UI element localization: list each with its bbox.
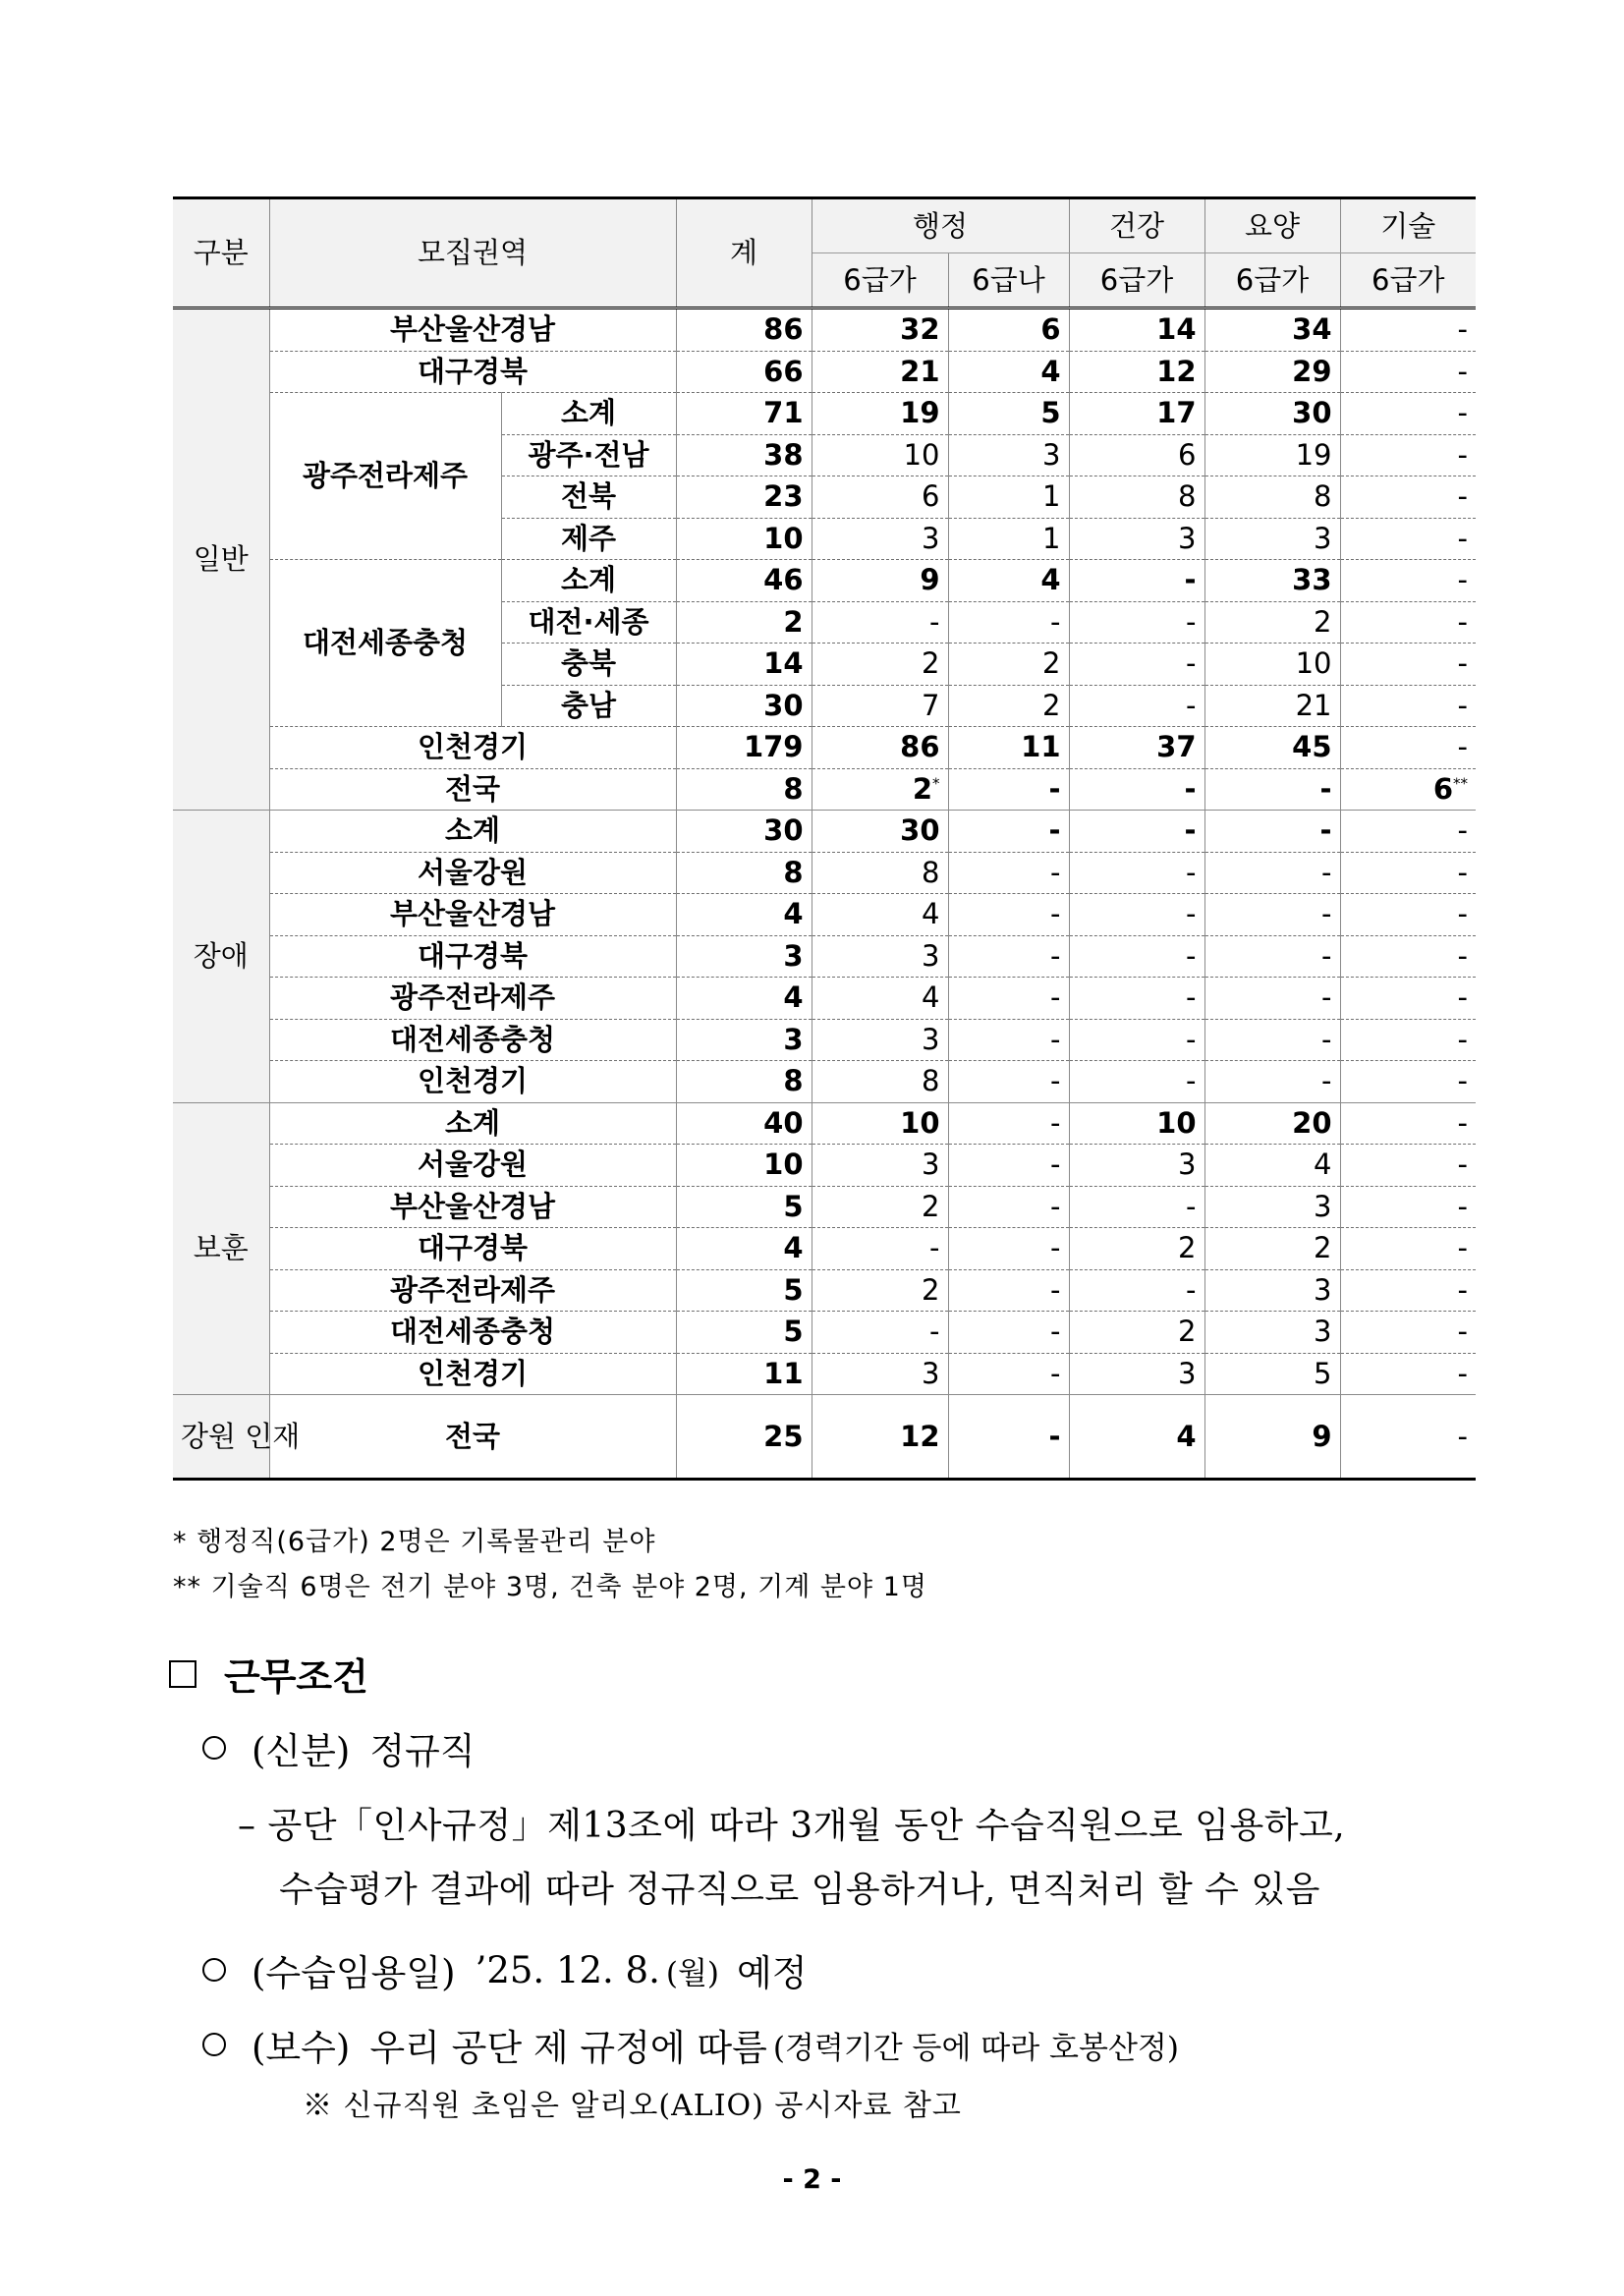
value-cell: 46 bbox=[676, 560, 812, 602]
value-cell: - bbox=[1340, 935, 1476, 978]
square-bullet-icon bbox=[169, 1660, 196, 1688]
region-cell: 인천경기 bbox=[269, 1061, 676, 1103]
subregion-cell: 소계 bbox=[501, 393, 676, 435]
footnote-admin: * 행정직(6급가) 2명은 기록물관리 분야 bbox=[173, 1527, 656, 1557]
value-cell: 5 bbox=[676, 1186, 812, 1228]
value-cell: 1 bbox=[948, 518, 1069, 560]
table-row bbox=[173, 1395, 1476, 1480]
value-cell: 21 bbox=[1204, 685, 1340, 727]
value-cell: 86 bbox=[676, 308, 812, 352]
value-cell: 30 bbox=[676, 811, 812, 853]
table-row bbox=[173, 1312, 1476, 1354]
value-cell: 2 bbox=[1069, 1228, 1204, 1270]
header-grade: 6급나 bbox=[948, 253, 1069, 308]
value-cell: - bbox=[948, 1228, 1069, 1270]
footnote-marker: * bbox=[932, 774, 940, 793]
value-cell: 8 bbox=[676, 1061, 812, 1103]
value-cell: 4 bbox=[676, 978, 812, 1020]
value-cell: - bbox=[1340, 1395, 1476, 1480]
date-value: ’25. 12. 8. bbox=[475, 1948, 660, 1991]
value-cell: 19 bbox=[812, 393, 948, 435]
value-cell: 8 bbox=[1204, 476, 1340, 519]
section-heading bbox=[169, 1647, 368, 1701]
header-total: 계 bbox=[676, 198, 812, 308]
subregion-cell: 제주 bbox=[501, 518, 676, 560]
value-cell: 6 bbox=[1069, 434, 1204, 476]
value-cell: 37 bbox=[1069, 727, 1204, 769]
region-cell: 부산울산경남 bbox=[269, 894, 676, 936]
pay-value: 우리 공단 제 규정에 따름 bbox=[369, 2027, 767, 2069]
region-cell: 전국 bbox=[269, 1395, 676, 1480]
value-cell: - bbox=[1204, 1061, 1340, 1103]
value-cell: - bbox=[1069, 1269, 1204, 1312]
section-title: 근무조건 bbox=[224, 1655, 368, 1699]
recruitment-table bbox=[173, 196, 1476, 1481]
status-detail-line-1: – 공단「인사규정」제13조에 따라 3개월 동안 수습직원으로 임용하고, bbox=[238, 1806, 1346, 1846]
value-cell: - bbox=[1340, 1312, 1476, 1354]
value-cell: - bbox=[1340, 727, 1476, 769]
value-cell: 5 bbox=[676, 1312, 812, 1354]
value-cell: 10 bbox=[676, 518, 812, 560]
header-category: 구분 bbox=[173, 198, 269, 308]
value-cell: 45 bbox=[1204, 727, 1340, 769]
value-cell: 3 bbox=[1204, 1186, 1340, 1228]
table-row bbox=[173, 935, 1476, 978]
header-group-health: 건강 bbox=[1069, 198, 1204, 253]
region-cell: 대전세종충청 bbox=[269, 1019, 676, 1061]
page-number: - 2 - bbox=[782, 2164, 842, 2195]
value-cell: 3 bbox=[676, 1019, 812, 1061]
value-cell: 8 bbox=[1069, 476, 1204, 519]
value-cell: - bbox=[1069, 601, 1204, 644]
condition-pay bbox=[202, 2018, 1179, 2071]
value-text: 6 bbox=[1432, 771, 1453, 806]
value-cell: - bbox=[1340, 644, 1476, 686]
subregion-cell: 대전·세종 bbox=[501, 601, 676, 644]
subregion-cell: 충북 bbox=[501, 644, 676, 686]
value-cell: 9 bbox=[812, 560, 948, 602]
table-row bbox=[173, 978, 1476, 1020]
table-row bbox=[173, 1353, 1476, 1395]
value-cell: - bbox=[1069, 894, 1204, 936]
value-cell: - bbox=[1340, 1019, 1476, 1061]
value-cell: 4 bbox=[948, 560, 1069, 602]
value-cell: 6 bbox=[812, 476, 948, 519]
value-cell: 179 bbox=[676, 727, 812, 769]
value-cell: 11 bbox=[948, 727, 1069, 769]
table-row bbox=[173, 1269, 1476, 1312]
region-cell: 광주전라제주 bbox=[269, 1269, 676, 1312]
value-cell: 2 bbox=[676, 601, 812, 644]
value-cell: - bbox=[948, 894, 1069, 936]
value-cell: 5 bbox=[948, 393, 1069, 435]
value-cell: 9 bbox=[1204, 1395, 1340, 1480]
value-cell: - bbox=[1069, 1061, 1204, 1103]
region-cell: 전국 bbox=[269, 768, 676, 811]
value-cell: - bbox=[1069, 768, 1204, 811]
value-cell: 29 bbox=[1204, 351, 1340, 393]
table-row bbox=[173, 351, 1476, 393]
value-cell: 4 bbox=[812, 894, 948, 936]
value-cell: 8 bbox=[812, 1061, 948, 1103]
value-cell: - bbox=[1340, 434, 1476, 476]
region-group-cell: 광주전라제주 bbox=[269, 393, 501, 560]
value-cell: 11 bbox=[676, 1353, 812, 1395]
value-cell: 86 bbox=[812, 727, 948, 769]
value-cell: 4 bbox=[1204, 1145, 1340, 1187]
value-cell: - bbox=[1204, 768, 1340, 811]
table-row bbox=[173, 1102, 1476, 1145]
value-cell: 21 bbox=[812, 351, 948, 393]
condition-start-date bbox=[202, 1943, 808, 1996]
value-cell: 2 bbox=[948, 685, 1069, 727]
value-cell: 2 bbox=[812, 1186, 948, 1228]
value-cell: - bbox=[812, 1312, 948, 1354]
value-cell: 3 bbox=[812, 1353, 948, 1395]
value-cell: - bbox=[1204, 811, 1340, 853]
value-cell: - bbox=[948, 1186, 1069, 1228]
value-cell: - bbox=[948, 1269, 1069, 1312]
table-row bbox=[173, 727, 1476, 769]
value-cell: 14 bbox=[1069, 308, 1204, 352]
region-cell: 광주전라제주 bbox=[269, 978, 676, 1020]
value-cell: - bbox=[1340, 308, 1476, 352]
value-cell: 4 bbox=[948, 351, 1069, 393]
region-cell: 서울강원 bbox=[269, 852, 676, 894]
region-group-cell: 대전세종충청 bbox=[269, 560, 501, 727]
value-cell: - bbox=[948, 935, 1069, 978]
value-cell: 5 bbox=[1204, 1353, 1340, 1395]
header-grade: 6급가 bbox=[1069, 253, 1204, 308]
value-cell: - bbox=[1069, 1019, 1204, 1061]
value-cell: 2 bbox=[948, 644, 1069, 686]
value-cell: - bbox=[948, 852, 1069, 894]
value-cell: 4 bbox=[676, 894, 812, 936]
value-cell: 3 bbox=[812, 1019, 948, 1061]
table-row bbox=[173, 1061, 1476, 1103]
value-cell: 2 bbox=[1204, 601, 1340, 644]
table-row bbox=[173, 1145, 1476, 1187]
value-cell: - bbox=[1340, 1228, 1476, 1270]
condition-status bbox=[202, 1721, 476, 1774]
region-cell: 대구경북 bbox=[269, 935, 676, 978]
value-cell: 38 bbox=[676, 434, 812, 476]
value-cell: 3 bbox=[1204, 1312, 1340, 1354]
value-cell: - bbox=[948, 811, 1069, 853]
date-label: (수습임용일) bbox=[252, 1952, 456, 1994]
value-cell: - bbox=[1069, 1186, 1204, 1228]
value-cell: 10 bbox=[1204, 644, 1340, 686]
header-group-care: 요양 bbox=[1204, 198, 1340, 253]
date-suffix: 예정 bbox=[737, 1952, 808, 1994]
region-cell: 대전세종충청 bbox=[269, 1312, 676, 1354]
footnote-tech: ** 기술직 6명은 전기 분야 3명, 건축 분야 2명, 기계 분야 1명 bbox=[173, 1572, 927, 1602]
value-cell: 10 bbox=[1069, 1102, 1204, 1145]
value-cell: 14 bbox=[676, 644, 812, 686]
value-cell: 19 bbox=[1204, 434, 1340, 476]
value-cell: 66 bbox=[676, 351, 812, 393]
table-row bbox=[173, 308, 1476, 352]
value-cell: 3 bbox=[1204, 1269, 1340, 1312]
table-row bbox=[173, 1228, 1476, 1270]
pay-label: (보수) bbox=[252, 2027, 351, 2069]
table-row bbox=[173, 393, 1476, 435]
table-row bbox=[173, 1019, 1476, 1061]
value-cell: 20 bbox=[1204, 1102, 1340, 1145]
value-cell: - bbox=[1340, 1061, 1476, 1103]
table-row bbox=[173, 811, 1476, 853]
value-cell: - bbox=[1340, 1186, 1476, 1228]
header-group-tech: 기술 bbox=[1340, 198, 1476, 253]
value-cell: - bbox=[1069, 811, 1204, 853]
value-cell: - bbox=[948, 1312, 1069, 1354]
value-cell: - bbox=[1340, 811, 1476, 853]
value-cell: - bbox=[948, 1145, 1069, 1187]
value-cell: 4 bbox=[676, 1228, 812, 1270]
section-gangwon: 강원 인재 bbox=[173, 1395, 269, 1480]
value-cell: 3 bbox=[812, 935, 948, 978]
value-cell: 30 bbox=[676, 685, 812, 727]
circle-bullet-icon bbox=[202, 1736, 226, 1760]
status-value: 정규직 bbox=[369, 1730, 476, 1772]
value-cell: - bbox=[1204, 978, 1340, 1020]
value-cell: 17 bbox=[1069, 393, 1204, 435]
value-cell: - bbox=[812, 601, 948, 644]
value-cell: - bbox=[1340, 351, 1476, 393]
value-cell: - bbox=[1204, 935, 1340, 978]
region-cell: 부산울산경남 bbox=[269, 308, 676, 352]
value-cell: - bbox=[1340, 476, 1476, 519]
date-day: (월) bbox=[665, 1955, 720, 1991]
value-cell: 2 bbox=[1204, 1228, 1340, 1270]
value-cell: - bbox=[1069, 852, 1204, 894]
value-cell: - bbox=[1069, 685, 1204, 727]
value-cell: 12 bbox=[1069, 351, 1204, 393]
value-cell: 23 bbox=[676, 476, 812, 519]
value-cell: - bbox=[1340, 1145, 1476, 1187]
value-cell: - bbox=[1340, 1102, 1476, 1145]
value-cell: 3 bbox=[1204, 518, 1340, 560]
circle-bullet-icon bbox=[202, 1958, 226, 1982]
value-cell: - bbox=[1204, 894, 1340, 936]
value-cell: 3 bbox=[1069, 518, 1204, 560]
value-cell: 30 bbox=[812, 811, 948, 853]
value-text: 2 bbox=[912, 771, 932, 806]
value-cell: - bbox=[948, 1102, 1069, 1145]
value-cell: 3 bbox=[676, 935, 812, 978]
value-cell: 3 bbox=[812, 1145, 948, 1187]
value-cell: 3 bbox=[1069, 1145, 1204, 1187]
value-cell: 12 bbox=[812, 1395, 948, 1480]
region-cell: 인천경기 bbox=[269, 727, 676, 769]
value-cell: 5 bbox=[676, 1269, 812, 1312]
table-row bbox=[173, 560, 1476, 602]
region-cell: 소계 bbox=[269, 1102, 676, 1145]
region-cell: 서울강원 bbox=[269, 1145, 676, 1187]
status-detail-line-2: 수습평가 결과에 따라 정규직으로 임용하거나, 면직처리 할 수 있음 bbox=[279, 1870, 1320, 1910]
value-cell: 8 bbox=[676, 768, 812, 811]
value-cell: 2 bbox=[812, 644, 948, 686]
footnote-marker: ** bbox=[1453, 774, 1468, 793]
header-grade: 6급가 bbox=[812, 253, 948, 308]
value-cell: - bbox=[1340, 852, 1476, 894]
value-cell: - bbox=[1340, 518, 1476, 560]
value-cell: 30 bbox=[1204, 393, 1340, 435]
value-cell: 2 bbox=[1069, 1312, 1204, 1354]
value-cell: - bbox=[948, 601, 1069, 644]
region-cell: 인천경기 bbox=[269, 1353, 676, 1395]
value-cell bbox=[1340, 768, 1476, 811]
value-cell: 1 bbox=[948, 476, 1069, 519]
value-cell: - bbox=[1340, 685, 1476, 727]
value-cell: 10 bbox=[676, 1145, 812, 1187]
value-cell: 10 bbox=[812, 434, 948, 476]
value-cell: - bbox=[1340, 894, 1476, 936]
value-cell: - bbox=[1340, 978, 1476, 1020]
region-cell: 대구경북 bbox=[269, 351, 676, 393]
value-cell: - bbox=[1069, 560, 1204, 602]
value-cell: 71 bbox=[676, 393, 812, 435]
value-cell: 3 bbox=[812, 518, 948, 560]
value-cell: 3 bbox=[1069, 1353, 1204, 1395]
value-cell: - bbox=[948, 1395, 1069, 1480]
value-cell bbox=[812, 768, 948, 811]
value-cell: - bbox=[1069, 644, 1204, 686]
subregion-cell: 소계 bbox=[501, 560, 676, 602]
value-cell: - bbox=[1069, 978, 1204, 1020]
value-cell: - bbox=[1340, 1353, 1476, 1395]
header-region: 모집권역 bbox=[269, 198, 676, 308]
value-cell: - bbox=[1340, 393, 1476, 435]
region-cell: 대구경북 bbox=[269, 1228, 676, 1270]
section-veterans: 보훈 bbox=[173, 1102, 269, 1395]
header-group-admin: 행정 bbox=[812, 198, 1069, 253]
value-cell: 2 bbox=[812, 1269, 948, 1312]
section-general: 일반 bbox=[173, 308, 269, 811]
value-cell: - bbox=[812, 1228, 948, 1270]
value-cell: 3 bbox=[948, 434, 1069, 476]
table-row bbox=[173, 894, 1476, 936]
value-cell: - bbox=[1204, 852, 1340, 894]
circle-bullet-icon bbox=[202, 2033, 226, 2056]
subregion-cell: 광주·전남 bbox=[501, 434, 676, 476]
value-cell: - bbox=[1340, 1269, 1476, 1312]
section-disabled: 장애 bbox=[173, 811, 269, 1103]
value-cell: 6 bbox=[948, 308, 1069, 352]
value-cell: - bbox=[948, 1061, 1069, 1103]
value-cell: 4 bbox=[812, 978, 948, 1020]
value-cell: 33 bbox=[1204, 560, 1340, 602]
value-cell: 40 bbox=[676, 1102, 812, 1145]
subregion-cell: 충남 bbox=[501, 685, 676, 727]
region-cell: 부산울산경남 bbox=[269, 1186, 676, 1228]
value-cell: 4 bbox=[1069, 1395, 1204, 1480]
value-cell: - bbox=[948, 1019, 1069, 1061]
value-cell: 8 bbox=[812, 852, 948, 894]
table-row bbox=[173, 1186, 1476, 1228]
value-cell: - bbox=[1340, 560, 1476, 602]
value-cell: 25 bbox=[676, 1395, 812, 1480]
table-row bbox=[173, 852, 1476, 894]
value-cell: - bbox=[1204, 1019, 1340, 1061]
value-cell: - bbox=[1340, 601, 1476, 644]
table-row bbox=[173, 768, 1476, 811]
value-cell: 10 bbox=[812, 1102, 948, 1145]
region-cell: 소계 bbox=[269, 811, 676, 853]
value-cell: - bbox=[948, 768, 1069, 811]
pay-detail: (경력기간 등에 따라 호봉산정) bbox=[772, 2030, 1179, 2066]
value-cell: - bbox=[948, 978, 1069, 1020]
salary-reference-note: ※ 신규직원 초임은 알리오(ALIO) 공시자료 참고 bbox=[303, 2089, 962, 2123]
value-cell: 34 bbox=[1204, 308, 1340, 352]
subregion-cell: 전북 bbox=[501, 476, 676, 519]
header-grade: 6급가 bbox=[1340, 253, 1476, 308]
value-cell: - bbox=[948, 1353, 1069, 1395]
header-grade: 6급가 bbox=[1204, 253, 1340, 308]
value-cell: 32 bbox=[812, 308, 948, 352]
value-cell: - bbox=[1069, 935, 1204, 978]
status-label: (신분) bbox=[252, 1730, 351, 1772]
value-cell: 7 bbox=[812, 685, 948, 727]
value-cell: 8 bbox=[676, 852, 812, 894]
